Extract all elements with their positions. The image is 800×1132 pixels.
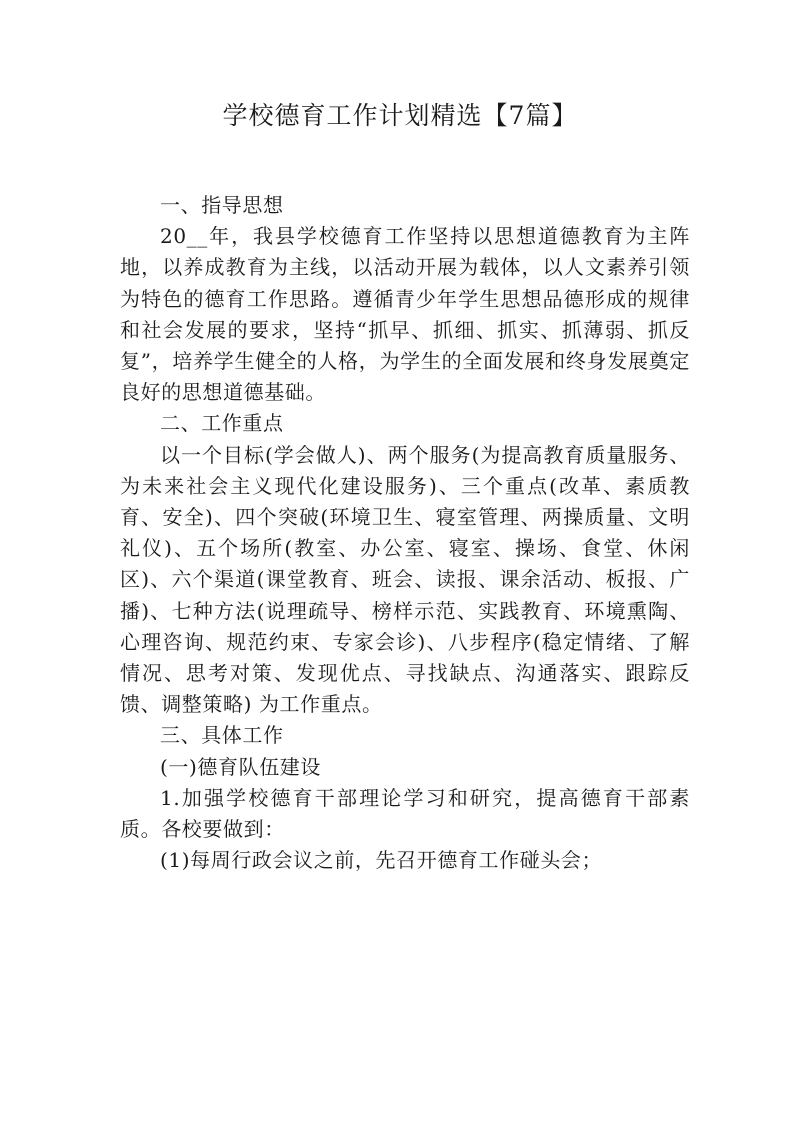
paragraph-guiding-ideology: 20__年，我县学校德育工作坚持以思想道德教育为主阵地，以养成教育为主线，以活动开展为载体，以人文素养引领为特色的德育工作思路。遵循青少年学生思想品德形成的规律和社会发展的要求，坚持“抓早、抓细、抓实、抓薄弱、抓反复”，培养学生健全的人格，为学生的全面发展和终身发展奠定良好的思想道德基础。 <box>120 224 690 405</box>
document-title: 学校德育工作计划精选【7篇】 <box>222 101 578 130</box>
paragraph-item-1-1: (1)每周行政会议之前，先召开德育工作碰头会； <box>160 848 603 873</box>
section-heading-guiding-ideology: 一、指导思想 <box>160 193 284 217</box>
paragraph-item-1: 1.加强学校德育干部理论学习和研究，提高德育干部素质。各校要做到： <box>120 785 690 842</box>
section-heading-work-focus: 二、工作重点 <box>160 411 284 436</box>
paragraph-work-focus: 以一个目标(学会做人)、两个服务(为提高教育质量服务、为未来社会主义现代化建设服务)、三个重点(改革、素质教育、安全)、四个突破(环境卫生、寝室管理、两操质量、文明礼仪)、五个场所(教室、办公室、寝室、操场、食堂、休闲区)、六个渠道(课堂教育、班会、读报、课余活动、板报、广播)、七种方法(说理疏导、榜样示范、实践教育、环境熏陶、心理咨询、规范约束、专家会诊)、八步程序(稳定情绪、了解情况、思考对策、发现优点、寻找缺点、沟通落实、跟踪反馈、调整策略) 为工作重点。 <box>120 442 690 717</box>
subsection-heading-team-building: (一)德育队伍建设 <box>160 754 322 779</box>
document-body <box>120 190 690 876</box>
section-heading-specific-work: 三、具体工作 <box>160 723 284 748</box>
